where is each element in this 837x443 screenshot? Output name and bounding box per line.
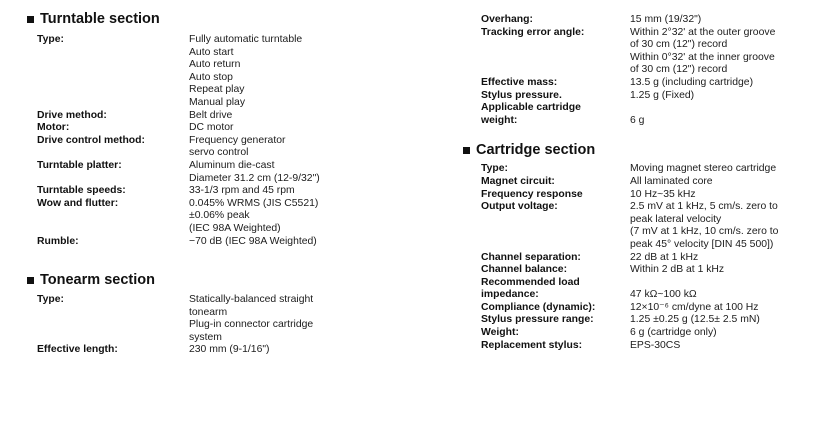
spec-value-line: 1.25 g (Fixed) (630, 89, 695, 101)
section-title: Tonearm section (40, 272, 155, 289)
spec-label (26, 135, 189, 160)
spec-value-line (630, 102, 834, 115)
spec-value-line: Plug-in connector cartridge (189, 319, 314, 331)
spec-row (26, 122, 406, 135)
spec-value (630, 201, 834, 251)
spec-label (462, 14, 630, 27)
square-bullet-icon (463, 147, 470, 154)
spec-value-line: Repeat play (189, 84, 245, 96)
spec-value (189, 294, 406, 344)
spec-label (462, 77, 630, 90)
spec-label (462, 327, 630, 340)
spec-value-line: Diameter 31.2 cm (12-9/32") (189, 172, 320, 184)
cartridge-section-heading (462, 141, 834, 159)
spec-label-line: Type: (481, 163, 508, 175)
spec-label (26, 122, 189, 135)
spec-value-line (630, 277, 834, 290)
spec-label-line: Effective length: (37, 344, 118, 356)
spec-label-line: Output voltage: (481, 201, 558, 213)
spec-row (462, 189, 834, 202)
spec-row (462, 314, 834, 327)
spec-label-line: Channel separation: (481, 251, 581, 263)
spec-row (462, 14, 834, 27)
spec-row (462, 102, 834, 127)
spec-value-line: 15 mm (19/32") (630, 14, 702, 25)
spec-value (630, 27, 834, 77)
spec-value-line: 6 g (630, 114, 645, 126)
spec-label (26, 198, 189, 236)
spec-row (462, 201, 834, 251)
spec-row (462, 77, 834, 90)
spec-label (462, 340, 630, 353)
spec-value-line: tonearm (189, 306, 228, 318)
spec-value (630, 327, 834, 340)
spec-value-line: 0.045% WRMS (JIS C5521) (189, 197, 319, 209)
spec-value-line: Within 2°32' at the outer groove (630, 26, 776, 38)
spec-label-line: Turntable platter: (37, 159, 122, 171)
spec-row (26, 344, 406, 357)
spec-label-line: Tracking error angle: (481, 26, 585, 38)
spec-value-line: system (189, 331, 222, 343)
spec-value-line: servo control (189, 147, 249, 159)
spec-label-line: Type: (37, 34, 64, 45)
spec-value-line: Auto start (189, 46, 234, 58)
spec-label-line: Overhang: (481, 14, 533, 25)
spec-label-line: Motor: (37, 122, 70, 134)
spec-value-line: Manual play (189, 96, 246, 108)
spec-value (189, 110, 406, 123)
spec-value (189, 34, 406, 110)
spec-value (189, 135, 406, 160)
spec-value-line: 22 dB at 1 kHz (630, 251, 699, 263)
square-bullet-icon (27, 16, 34, 23)
spec-row (26, 160, 406, 185)
spec-value-line: EPS-30CS (630, 339, 681, 351)
spec-value-line: (7 mV at 1 kHz, 10 cm/s. zero to (630, 226, 779, 238)
spec-value-line: 6 g (cartridge only) (630, 327, 717, 339)
spec-value-line: (IEC 98A Weighted) (189, 222, 281, 234)
spec-value-line: 10 Hz~35 kHz (630, 188, 696, 200)
spec-row (462, 302, 834, 315)
spec-value-line: 12×10⁻⁶ cm/dyne at 100 Hz (630, 301, 759, 313)
spec-row (462, 252, 834, 265)
spec-label-line: Stylus pressure range: (481, 314, 594, 326)
spec-label-line: Turntable speeds: (37, 185, 126, 197)
spec-label (26, 294, 189, 344)
spec-label-line: Applicable cartridge (481, 102, 581, 114)
spec-value (630, 277, 834, 302)
spec-value (630, 90, 834, 103)
spec-value-line: 2.5 mV at 1 kHz, 5 cm/s. zero to (630, 201, 778, 213)
spec-row (26, 34, 406, 110)
spec-value (630, 77, 834, 90)
spec-label-line: Magnet circuit: (481, 175, 555, 187)
spec-label-line: Drive control method: (37, 134, 145, 146)
spec-value (189, 122, 406, 135)
spec-row (462, 27, 834, 77)
spec-value (189, 160, 406, 185)
spec-value (630, 314, 834, 327)
spec-label (26, 160, 189, 185)
spec-label-line: Replacement stylus: (481, 339, 583, 351)
spec-row (26, 294, 406, 344)
spec-value-line: Belt drive (189, 109, 233, 121)
spec-label-line: impedance: (481, 289, 539, 301)
spec-label (462, 176, 630, 189)
spec-label (462, 277, 630, 302)
spec-label (462, 252, 630, 265)
spec-label (26, 185, 189, 198)
spec-label (462, 189, 630, 202)
spec-label (462, 264, 630, 277)
spec-value-line: All laminated core (630, 175, 713, 187)
spec-row (462, 90, 834, 103)
spec-value-line: of 30 cm (12") record (630, 39, 728, 51)
spec-row (26, 110, 406, 123)
cartridge-spec-list (462, 163, 834, 352)
spec-label (26, 236, 189, 249)
spec-label-line: Stylus pressure. (481, 89, 562, 101)
spec-label-line: Recommended load (481, 276, 580, 288)
spec-value-line: ±0.06% peak (189, 210, 250, 222)
spec-row (462, 327, 834, 340)
spec-label-line: Effective mass: (481, 76, 558, 88)
spec-value-line: Moving magnet stereo cartridge (630, 163, 777, 175)
spec-value-line: −70 dB (IEC 98A Weighted) (189, 235, 317, 247)
spec-value-line: Within 0°32' at the inner groove (630, 51, 775, 63)
spec-value (630, 163, 834, 176)
spec-row (26, 185, 406, 198)
spec-label (462, 102, 630, 127)
section-title: Turntable section (40, 11, 160, 27)
spec-value (189, 185, 406, 198)
spec-row (462, 340, 834, 353)
section-title: Cartridge section (476, 142, 596, 159)
spec-row (462, 264, 834, 277)
spec-value-line: peak lateral velocity (630, 213, 722, 225)
spec-value-line: 33-1/3 rpm and 45 rpm (189, 185, 295, 197)
spec-label (26, 34, 189, 110)
tonearm-continued-spec-list (462, 14, 834, 127)
spec-label (462, 90, 630, 103)
spec-label (462, 201, 630, 251)
spec-value (630, 102, 834, 127)
spec-label (462, 314, 630, 327)
tonearm-section-heading (26, 271, 406, 289)
spec-value (630, 264, 834, 277)
spec-value-line: Fully automatic turntable (189, 34, 303, 45)
spec-label (462, 27, 630, 77)
spec-label (26, 110, 189, 123)
spec-label (26, 344, 189, 357)
spec-value (630, 14, 834, 27)
spec-row (462, 277, 834, 302)
turntable-section-heading (26, 10, 406, 28)
spec-value (189, 236, 406, 249)
spec-value-line: Frequency generator (189, 134, 286, 146)
spec-value-line: Statically-balanced straight (189, 294, 314, 306)
spec-value-line: 230 mm (9-1/16") (189, 344, 270, 356)
spec-label-line: weight: (481, 114, 518, 126)
spec-label-line: Type: (37, 294, 64, 306)
spec-label (462, 302, 630, 315)
spec-label (462, 163, 630, 176)
spec-row (462, 163, 834, 176)
turntable-spec-list (26, 34, 406, 248)
spec-value-line: 13.5 g (including cartridge) (630, 76, 754, 88)
spec-value-line: DC motor (189, 122, 234, 134)
spec-value-line: Auto stop (189, 71, 233, 83)
square-bullet-icon (27, 277, 34, 284)
spec-value (630, 302, 834, 315)
right-column (462, 0, 834, 352)
spec-value (630, 340, 834, 353)
spec-value (630, 252, 834, 265)
tonearm-spec-list (26, 294, 406, 357)
spec-value (630, 176, 834, 189)
spec-value (189, 198, 406, 236)
spec-label-line: Channel balance: (481, 264, 568, 276)
spec-label-line: Rumble: (37, 235, 79, 247)
spec-value-line: 47 kΩ~100 kΩ (630, 289, 697, 301)
spec-value-line: peak 45° velocity [DIN 45 500]) (630, 238, 774, 250)
spec-row (26, 135, 406, 160)
spec-label-line: Compliance (dynamic): (481, 301, 596, 313)
spec-value-line: of 30 cm (12") record (630, 64, 728, 76)
spec-label-line: Frequency response (481, 188, 583, 200)
spec-value-line: Within 2 dB at 1 kHz (630, 264, 725, 276)
spec-label-line: Drive method: (37, 109, 107, 121)
spec-value (630, 189, 834, 202)
spec-label-line: Wow and flutter: (37, 197, 119, 209)
spec-value-line: 1.25 ±0.25 g (12.5± 2.5 mN) (630, 314, 760, 326)
spec-row (26, 236, 406, 249)
spec-row (462, 176, 834, 189)
spec-label-line: Weight: (481, 327, 519, 339)
spec-value-line: Aluminum die-cast (189, 159, 275, 171)
left-column (26, 0, 406, 357)
spec-value-line: Auto return (189, 59, 241, 71)
spec-row (26, 198, 406, 236)
spec-value (189, 344, 406, 357)
